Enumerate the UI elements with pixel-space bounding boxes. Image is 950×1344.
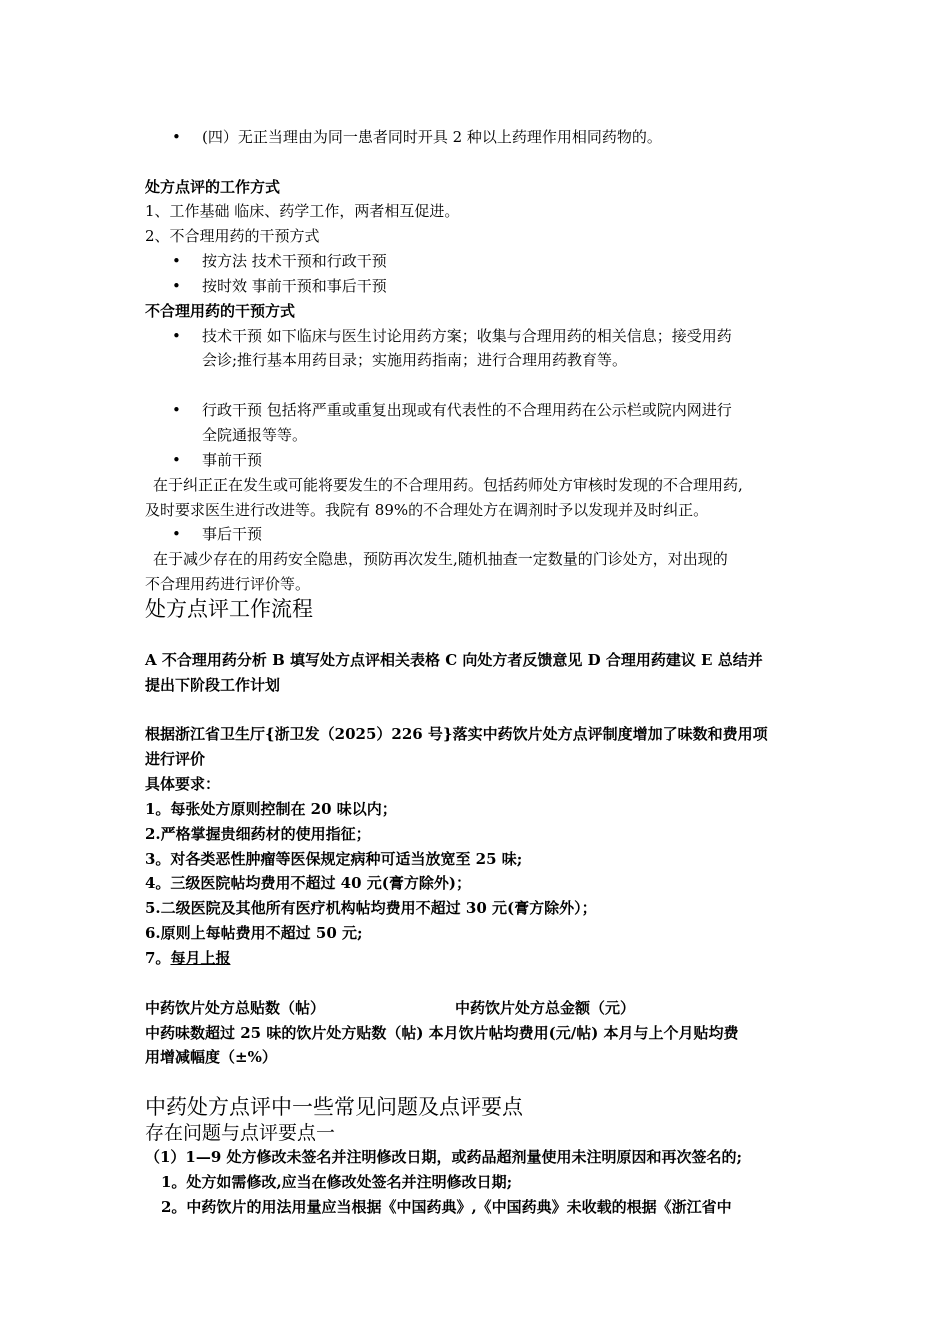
requirement-number: 7。	[145, 949, 171, 967]
bullet-marker: •	[172, 401, 181, 419]
list-item: (四）无正当理由为同一患者同时开具 2 种以上药理作用相同药物的。	[202, 128, 662, 146]
requirement-item	[145, 946, 230, 970]
paragraph-line: 1、工作基础 临床、药学工作，两者相互促进。	[145, 202, 460, 220]
requirement-item: 6.原则上每帖费用不超过 50 元;	[145, 924, 363, 942]
subheading: 具体要求：	[145, 775, 221, 793]
section-title: 处方点评工作流程	[145, 597, 313, 621]
paragraph-line: A 不合理用药分析 B 填写处方点评相关表格 C 向处方者反馈意见 D 合理用药建议 E 总结并	[145, 651, 763, 669]
bullet-marker: •	[172, 451, 181, 469]
section-heading: 不合理用药的干预方式	[145, 302, 296, 320]
list-item: 按时效 事前干预和事后干预	[202, 277, 387, 295]
requirement-item: 5.二级医院及其他所有医疗机构帖均费用不超过 30 元(膏方除外）；	[145, 899, 597, 917]
bullet-marker: •	[172, 252, 181, 270]
issue-point: 2。中药饮片的用法用量应当根据《中国药典》,《中国药典》未收载的根据《浙江省中	[161, 1198, 732, 1216]
monthly-report-link[interactable]: 每月上报	[170, 949, 231, 967]
requirement-item: 1。每张处方原则控制在 20 味以内；	[145, 800, 397, 818]
requirement-item: 3。对各类恶性肿瘤等医保规定病种可适当放宽至 25 味;	[145, 850, 523, 868]
list-item-continuation: 全院通报等等。	[202, 426, 308, 444]
paragraph-line: 在于纠正正在发生或可能将要发生的不合理用药。包括药师处方审核时发现的不合理用药,	[153, 476, 743, 494]
bullet-marker: •	[172, 277, 181, 295]
report-field-line: 用增减幅度（±%）	[145, 1048, 277, 1066]
issue-item: （1）1—9 处方修改未签名并注明修改日期，或药品超剂量使用未注明原因和再次签名的;	[145, 1148, 743, 1166]
paragraph-line: 不合理用药进行评价等。	[145, 575, 311, 593]
report-field-line: 中药味数超过 25 味的饮片处方贴数（帖) 本月饮片帖均费用(元/帖) 本月与上个月贴均费	[145, 1024, 739, 1042]
paragraph-line: 2、不合理用药的干预方式	[145, 227, 320, 245]
report-field-label: 中药饮片处方总金额（元）	[455, 999, 636, 1017]
section-title: 中药处方点评中一些常见问题及点评要点	[145, 1095, 523, 1119]
list-item: 行政干预 包括将严重或重复出现或有代表性的不合理用药在公示栏或院内网进行	[202, 401, 732, 419]
paragraph-line: 提出下阶段工作计划	[145, 676, 281, 694]
requirement-item: 4。三级医院帖均费用不超过 40 元(膏方除外)；	[145, 874, 471, 892]
list-item: 按方法 技术干预和行政干预	[202, 252, 387, 270]
report-field-label: 中药饮片处方总贴数（帖）	[145, 999, 326, 1017]
list-item-continuation: 会诊;推行基本用药目录；实施用药指南；进行合理用药教育等。	[202, 351, 628, 369]
paragraph-line: 根据浙江省卫生厅{浙卫发（2025）226 号}落实中药饮片处方点评制度增加了味数和费用项	[145, 725, 768, 743]
bullet-marker: •	[172, 327, 181, 345]
section-subtitle: 存在问题与点评要点一	[145, 1122, 336, 1144]
requirement-item: 2.严格掌握贵细药材的使用指征；	[145, 825, 371, 843]
list-item: 事前干预	[202, 451, 263, 469]
section-heading: 处方点评的工作方式	[145, 178, 281, 196]
paragraph-line: 进行评价	[145, 750, 206, 768]
list-item: 事后干预	[202, 525, 263, 543]
bullet-marker: •	[172, 128, 181, 146]
issue-point: 1。处方如需修改,应当在修改处签名并注明修改日期;	[161, 1173, 513, 1191]
paragraph-line: 在于减少存在的用药安全隐患，预防再次发生,随机抽查一定数量的门诊处方，对出现的	[153, 550, 728, 568]
paragraph-line: 及时要求医生进行改进等。我院有 89%的不合理处方在调剂时予以发现并及时纠正。	[145, 501, 709, 519]
bullet-marker: •	[172, 525, 181, 543]
list-item: 技术干预 如下临床与医生讨论用药方案；收集与合理用药的相关信息；接受用药	[202, 327, 732, 345]
